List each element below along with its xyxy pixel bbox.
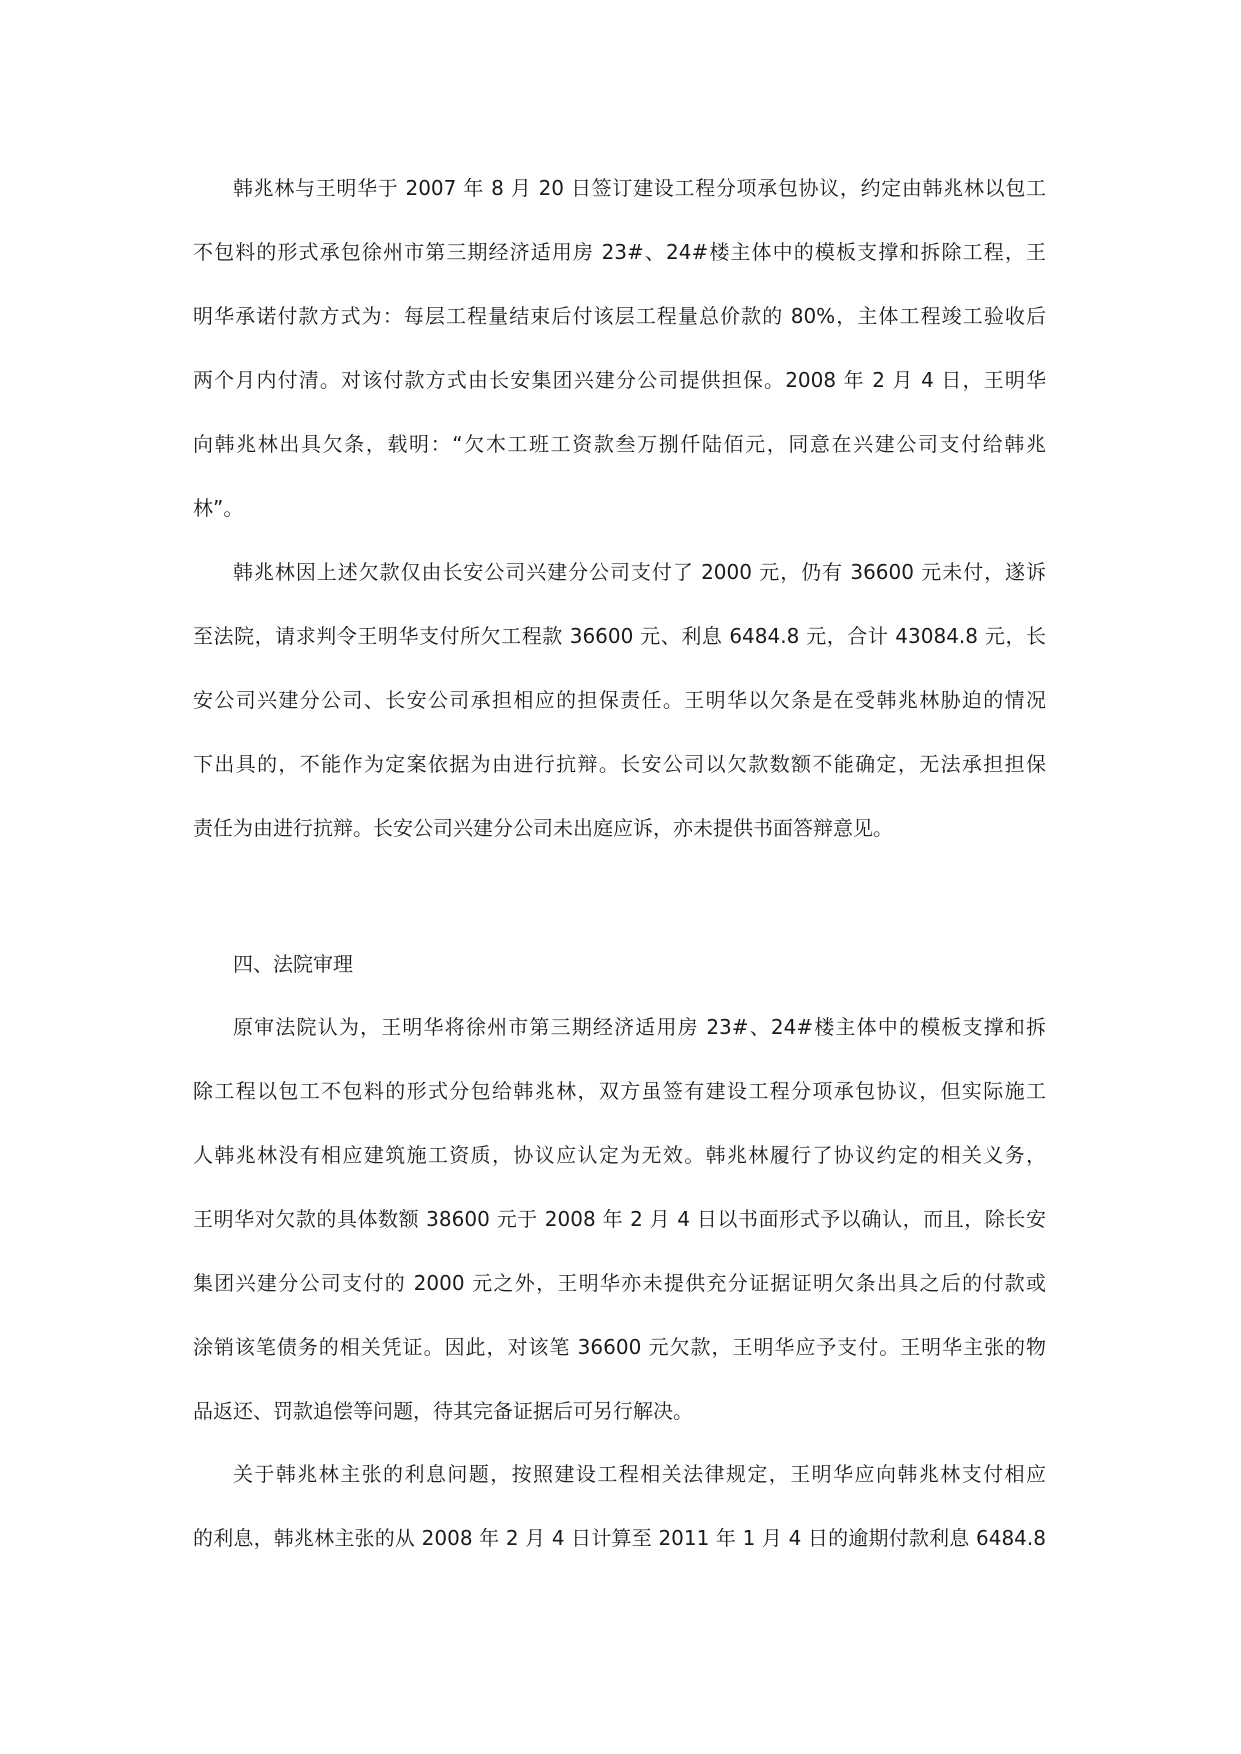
paragraph-contract-background — [193, 156, 1046, 540]
paragraph-line: 明华承诺付款方式为：每层工程量结束后付该层工程量总价款的 80%，主体工程竣工验收后 — [193, 304, 1046, 328]
paragraph-claims-and-defenses — [193, 540, 1046, 860]
paragraph-line: 的利息，韩兆林主张的从 2008 年 2 月 4 日计算至 2011 年 1 月 4 日的逾期付款利息 6484.8 — [193, 1526, 1046, 1550]
paragraph-interest-issue — [193, 1442, 1046, 1570]
paragraph-line: 至法院，请求判令王明华支付所欠工程款 36600 元、利息 6484.8 元，合计 43084.8 元，长 — [193, 624, 1046, 648]
paragraph-line: 林”。 — [193, 496, 244, 520]
paragraph-line: 涂销该笔债务的相关凭证。因此，对该笔 36600 元欠款，王明华应予支付。王明华主张的物 — [193, 1335, 1046, 1359]
paragraph-line: 除工程以包工不包料的形式分包给韩兆林，双方虽签有建设工程分项承包协议，但实际施工 — [193, 1079, 1046, 1103]
paragraph-line: 责任为由进行抗辩。长安公司兴建分公司未出庭应诉，亦未提供书面答辩意见。 — [193, 816, 893, 840]
paragraph-line: 韩兆林因上述欠款仅由长安公司兴建分公司支付了 2000 元，仍有 36600 元未付，遂诉 — [233, 560, 1046, 584]
paragraph-court-reasoning — [193, 995, 1046, 1443]
paragraph-line: 韩兆林与王明华于 2007 年 8 月 20 日签订建设工程分项承包协议，约定由韩兆林以包工 — [233, 176, 1046, 200]
paragraph-line: 不包料的形式承包徐州市第三期经济适用房 23#、24#楼主体中的模板支撑和拆除工程，王 — [193, 240, 1046, 264]
paragraph-line: 品返还、罚款追偿等问题，待其完备证据后可另行解决。 — [193, 1399, 693, 1423]
paragraph-line: 下出具的，不能作为定案依据为由进行抗辩。长安公司以欠款数额不能确定，无法承担担保 — [193, 752, 1046, 776]
paragraph-line: 原审法院认为，王明华将徐州市第三期经济适用房 23#、24#楼主体中的模板支撑和拆 — [233, 1015, 1046, 1039]
paragraph-line: 集团兴建分公司支付的 2000 元之外，王明华亦未提供充分证据证明欠条出具之后的付款或 — [193, 1271, 1046, 1295]
paragraph-line: 安公司兴建分公司、长安公司承担相应的担保责任。王明华以欠条是在受韩兆林胁迫的情况 — [193, 688, 1046, 712]
paragraph-line: 两个月内付清。对该付款方式由长安集团兴建分公司提供担保。2008 年 2 月 4 日，王明华 — [193, 368, 1046, 392]
paragraph-line: 关于韩兆林主张的利息问题，按照建设工程相关法律规定，王明华应向韩兆林支付相应 — [233, 1462, 1046, 1486]
paragraph-line: 向韩兆林出具欠条，载明：“欠木工班工资款叁万捌仟陆佰元，同意在兴建公司支付给韩兆 — [193, 432, 1046, 456]
paragraph-line: 王明华对欠款的具体数额 38600 元于 2008 年 2 月 4 日以书面形式予以确认，而且，除长安 — [193, 1207, 1046, 1231]
section-heading-text: 四、法院审理 — [233, 952, 353, 976]
paragraph-line: 人韩兆林没有相应建筑施工资质，协议应认定为无效。韩兆林履行了协议约定的相关义务， — [193, 1143, 1046, 1167]
section-heading — [193, 932, 1046, 996]
